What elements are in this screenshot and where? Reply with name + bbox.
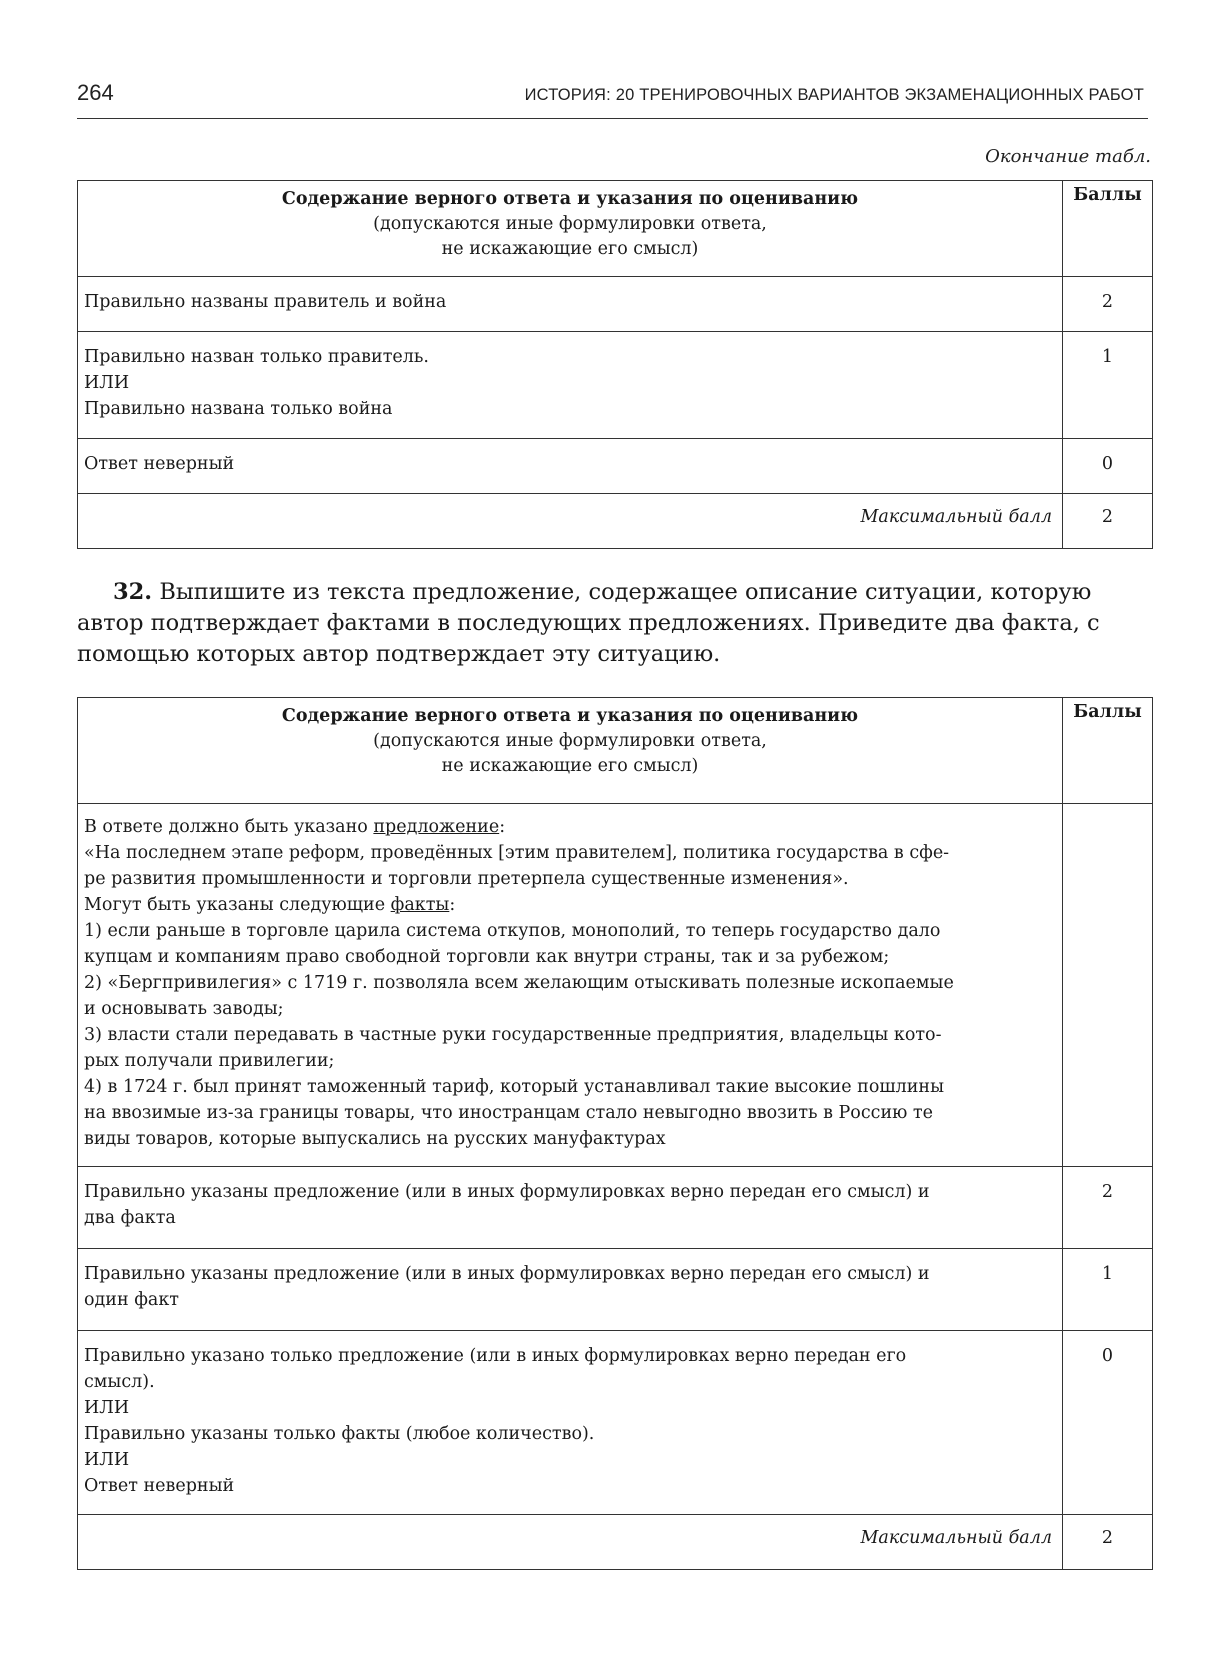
score-header-cell: Баллы <box>1063 698 1153 804</box>
content-header-note: (допускаются иные формулировки ответа, <box>373 731 767 751</box>
table-header-row <box>78 181 1153 277</box>
criteria-text: Правильно указаны только факты (любое количество). <box>84 1424 595 1444</box>
criteria-text: Ответ неверный <box>84 1476 235 1496</box>
criteria-text: ИЛИ <box>84 1450 130 1470</box>
content-header-cell <box>78 181 1063 277</box>
fact-line: и основывать заводы; <box>84 999 284 1019</box>
content-header-note: не искажающие его смысл) <box>441 756 699 776</box>
task-32-text <box>77 577 1152 670</box>
scoring-table-32 <box>77 697 1153 1570</box>
task-32-line: помощью которых автор подтверждает эту ситуацию. <box>77 641 721 667</box>
task-32-line: 32. Выпишите из текста предложение, содержащее описание ситуации, которую <box>113 579 1092 605</box>
fact-line: рых получали привилегии; <box>84 1051 335 1071</box>
criteria-text: Правильно указаны предложение (или в иных формулировках верно передан его смысл) и <box>84 1264 930 1284</box>
max-score-row <box>78 1515 1153 1570</box>
scoring-table-31 <box>77 180 1153 549</box>
criteria-text: Правильно названы правитель и война <box>84 292 447 312</box>
fact-line: виды товаров, которые выпускались на русских мануфактурах <box>84 1129 666 1149</box>
answer-content-row <box>78 804 1153 1167</box>
max-score-value: 2 <box>1063 494 1153 549</box>
score-cell: 1 <box>1063 332 1153 439</box>
max-score-value: 2 <box>1063 1515 1153 1570</box>
table-row <box>78 1249 1153 1331</box>
facts-intro: Могут быть указаны следующие факты: <box>84 895 456 915</box>
max-score-row <box>78 494 1153 549</box>
table-row <box>78 439 1153 494</box>
criteria-cell <box>78 277 1063 332</box>
table-continuation-note: Окончание табл. <box>985 146 1151 167</box>
task-32-line: автор подтверждает фактами в последующих предложениях. Приведите два факта, с <box>77 610 1100 636</box>
criteria-text: два факта <box>84 1208 176 1228</box>
answer-quote: ре развития промышленности и торговли претерпела существенные изменения». <box>84 869 849 889</box>
answer-quote: «На последнем этапе реформ, проведённых [этим правителем], политика государства в сфе- <box>84 843 950 863</box>
answer-content-cell <box>78 804 1063 1167</box>
running-title: ИСТОРИЯ: 20 ТРЕНИРОВОЧНЫХ ВАРИАНТОВ ЭКЗАМЕНАЦИОННЫХ РАБОТ <box>524 86 1144 104</box>
score-cell: 1 <box>1063 1249 1153 1331</box>
criteria-cell <box>78 1167 1063 1249</box>
criteria-text: Правильно указаны предложение (или в иных формулировках верно передан его смысл) и <box>84 1182 930 1202</box>
table-row <box>78 1167 1153 1249</box>
score-cell: 2 <box>1063 1167 1153 1249</box>
content-header-note: не искажающие его смысл) <box>441 239 699 259</box>
fact-line: 1) если раньше в торговле царила система откупов, монополий, то теперь государство дало <box>84 921 941 941</box>
fact-line: 4) в 1724 г. был принят таможенный тариф, который устанавливал такие высокие пошлины <box>84 1077 945 1097</box>
task-number: 32. <box>113 579 153 605</box>
criteria-text: один факт <box>84 1290 179 1310</box>
page-header <box>77 78 1148 119</box>
max-score-label: Максимальный балл <box>78 1515 1063 1570</box>
table-row <box>78 332 1153 439</box>
fact-line: купцам и компаниям право свободной торговли как внутри страны, так и за рубежом; <box>84 947 890 967</box>
criteria-cell <box>78 439 1063 494</box>
criteria-text: Правильно назван только правитель. <box>84 347 429 367</box>
content-header-cell <box>78 698 1063 804</box>
score-cell-empty <box>1063 804 1153 1167</box>
answer-intro: В ответе должно быть указано предложение: <box>84 817 506 837</box>
table-row <box>78 1331 1153 1515</box>
criteria-cell <box>78 332 1063 439</box>
fact-line: 2) «Бергпривилегия» с 1719 г. позволяла всем желающим отыскивать полезные ископаемые <box>84 973 954 993</box>
criteria-text: Правильно указано только предложение (или в иных формулировках верно передан его <box>84 1346 907 1366</box>
criteria-text: смысл). <box>84 1372 155 1392</box>
page-number: 264 <box>77 80 114 105</box>
score-cell: 2 <box>1063 277 1153 332</box>
score-cell: 0 <box>1063 439 1153 494</box>
criteria-text: Правильно названа только война <box>84 399 393 419</box>
table-header-row <box>78 698 1153 804</box>
content-header-note: (допускаются иные формулировки ответа, <box>373 214 767 234</box>
content-header-title: Содержание верного ответа и указания по оцениванию <box>281 706 859 726</box>
max-score-label: Максимальный балл <box>78 494 1063 549</box>
criteria-text: Ответ неверный <box>84 454 235 474</box>
fact-line: на ввозимые из-за границы товары, что иностранцам стало невыгодно ввозить в Россию те <box>84 1103 933 1123</box>
score-cell: 0 <box>1063 1331 1153 1515</box>
criteria-text: ИЛИ <box>84 373 130 393</box>
content-header-title: Содержание верного ответа и указания по оцениванию <box>281 189 859 209</box>
score-header-cell: Баллы <box>1063 181 1153 277</box>
fact-line: 3) власти стали передавать в частные руки государственные предприятия, владельцы кото- <box>84 1025 942 1045</box>
table-row <box>78 277 1153 332</box>
criteria-cell <box>78 1249 1063 1331</box>
criteria-cell <box>78 1331 1063 1515</box>
criteria-text: ИЛИ <box>84 1398 130 1418</box>
